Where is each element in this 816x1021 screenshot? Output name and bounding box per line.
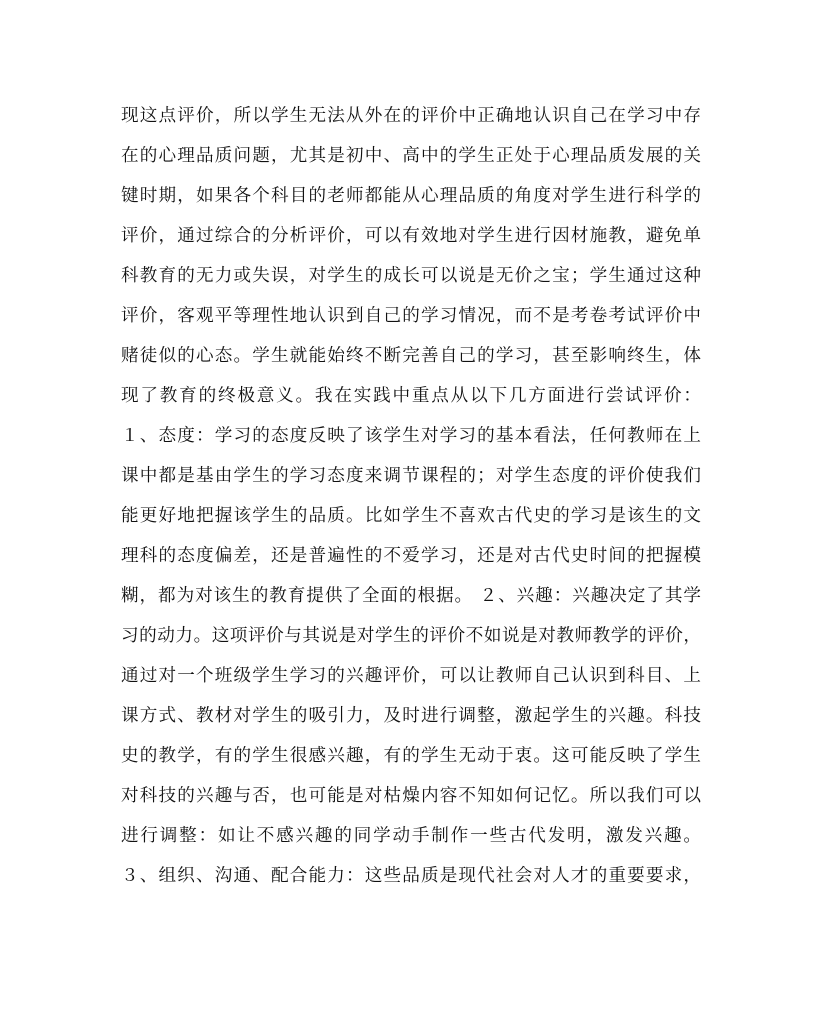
text-line: 键时期，如果各个科目的老师都能从心理品质的角度对学生进行科学的 [121,186,701,206]
text-line: 糊，都为对该生的教育提供了全面的根据。 ２、兴趣：兴趣决定了其学 [121,586,701,606]
text-line: 课中都是基由学生的学习态度来调节课程的；对学生态度的评价使我们 [121,466,701,486]
text-line: 评价，客观平等理性地认识到自己的学习情况，而不是考卷考试评价中 [121,306,701,326]
text-line: 现这点评价，所以学生无法从外在的评价中正确地认识自己在学习中存 [121,106,701,126]
text-line: 课方式、教材对学生的吸引力，及时进行调整，激起学生的兴趣。科技 [121,706,701,726]
text-line: 习的动力。这项评价与其说是对学生的评价不如说是对教师教学的评价， [121,626,701,646]
text-line: １、态度：学习的态度反映了该学生对学习的基本看法，任何教师在上 [121,426,701,446]
text-line: 通过对一个班级学生学习的兴趣评价，可以让教师自己认识到科目、上 [121,666,701,686]
text-line: 科教育的无力或失误，对学生的成长可以说是无价之宝；学生通过这种 [121,266,701,286]
text-line: 赌徒似的心态。学生就能始终不断完善自己的学习，甚至影响终生，体 [121,346,701,366]
text-line: ３、组织、沟通、配合能力：这些品质是现代社会对人才的重要要求， [121,866,701,886]
text-line: 能更好地把握该学生的品质。比如学生不喜欢古代史的学习是该生的文 [121,506,701,526]
text-line: 评价，通过综合的分析评价，可以有效地对学生进行因材施教，避免单 [121,226,701,246]
text-line: 进行调整：如让不感兴趣的同学动手制作一些古代发明，激发兴趣。 [121,826,701,846]
text-line: 史的教学，有的学生很感兴趣，有的学生无动于衷。这可能反映了学生 [121,746,701,766]
text-line: 理科的态度偏差，还是普遍性的不爱学习，还是对古代史时间的把握模 [121,546,701,566]
text-line: 对科技的兴趣与否，也可能是对枯燥内容不知如何记忆。所以我们可以 [121,786,701,806]
text-line: 在的心理品质问题，尤其是初中、高中的学生正处于心理品质发展的关 [121,146,701,166]
text-line: 现了教育的终极意义。我在实践中重点从以下几方面进行尝试评价： [121,386,701,406]
document-body [121,96,701,896]
